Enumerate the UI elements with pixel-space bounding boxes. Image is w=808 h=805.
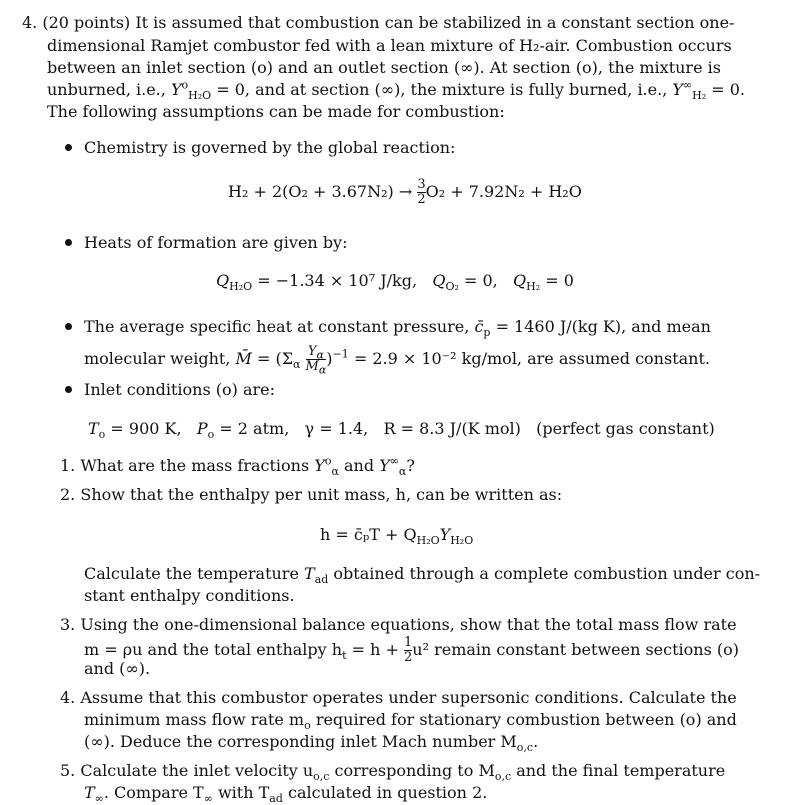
q3-text-1: Using the one-dimensional balance equations, show that the total mass flow rate [80,615,737,634]
q2-text: Show that the enthalpy per unit mass, h, can be written as: [80,485,563,504]
q4-text-1: Assume that this combustor operates under supersonic conditions. Calculate the [80,688,737,707]
intro-text-4c: = 0. [711,80,745,99]
q4-text-3: (∞). Deduce the corresponding inlet Mach number M [84,732,517,751]
intro-text-1: It is assumed that combustion can be stabilized in a constant section one- [135,13,735,32]
cp-text-1a: The average specific heat at constant pressure, [84,317,470,336]
chem-label: Chemistry is governed by the global reaction: [84,138,456,157]
cp-line-1: The average specific heat at constant pressure, $c̄_p = 1460$ J/(kg K), and mean [84,317,711,340]
q3-text-2c: u² remain constant between sections (o) [412,640,740,659]
question-2 [60,484,562,505]
bullet-dot [65,144,72,151]
q3-line-2: m = ρu and the total enthalpy $h_t = h$ + $\frac{1}{2}$ u² remain constant between sections (o) [84,635,740,665]
intro-text-4a: unburned, i.e., [47,80,166,99]
problem-number: 4. [22,13,38,32]
q5-number: 5. [60,761,76,780]
inlet-gamma: γ = 1.4, [304,419,369,438]
q5-text-2a: T [84,783,95,802]
question-4 [60,687,737,708]
q1-text-b: and [344,456,375,475]
intro-text-2: dimensional Ramjet combustor fed with a lean mixture of H₂-air. Combustion occurs [47,36,732,55]
heats-equation: $Q_{H_2O} = -1.34 \times 10^7$ J/kg, $Q_{O_2} = 0$, $Q_{H_2} = 0$ [216,271,574,294]
question-1: 1. What are the mass fractions $Y^o_\alpha$ and $Y^\infty_\alpha$? [60,454,415,479]
cp-line-2: molecular weight, M̄ = ($\Sigma_\alpha$ $\frac{Y_\alpha}{M_\alpha}$ )$^{-1}$ = 2.9 × 10⁻² kg/mol, are assumed constant. [84,344,710,377]
q4-number: 4. [60,688,76,707]
q5-text-2b: . Compare T [103,783,204,802]
cp-text-2a: molecular weight, [84,349,231,368]
reaction-fraction [417,178,425,207]
q2-calc-text-1: Calculate the temperature [84,564,299,583]
inlet-conditions-equation: $T_o = 900$ K, $P_o = 2$ atm, γ = 1.4, R = 8.3 J/(K mol) (perfect gas constant) [88,419,715,442]
reaction-rhs: O₂ + 7.92N₂ + H₂O [425,182,582,201]
heats-h2o-value: = −1.34 × 10⁷ J/kg, [257,271,418,290]
q1-text-c: ? [406,456,415,475]
q1-number: 1. [60,456,76,475]
intro-text-4b: = 0, and at section (∞), the mixture is fully burned, i.e., [216,80,668,99]
reaction-frac-den: 2 [417,192,426,207]
inlet-gas-constant: R = 8.3 J/(K mol) [383,419,521,438]
q5-text-1a: Calculate the inlet velocity u [80,761,314,780]
inlet-note: (perfect gas constant) [536,419,715,438]
bullet-dot [65,323,72,330]
intro-text-5: The following assumptions can be made for combustion: [47,102,505,121]
q1-text-a: What are the mass fractions [80,456,310,475]
heats-label: Heats of formation are given by: [84,233,348,252]
q4-line-2: minimum mass flow rate $m_o$ required for stationary combustion between (o) and [84,710,737,733]
bullet-dot [65,239,72,246]
cp-text-2b: = 2.9 × 10⁻² kg/mol, are assumed constant. [353,349,710,368]
inlet-temperature: = 900 K, [110,419,182,438]
q5-text-1c: and the final temperature [516,761,726,780]
q4-text-2b: required for stationary combustion between (o) and [315,710,737,729]
heats-h2-value: = 0 [545,271,574,290]
problem-intro-line-1 [22,12,734,33]
question-3 [60,614,737,635]
q5-text-2d: calculated in question 2. [288,783,488,802]
bullet-dot [65,386,72,393]
q2-equation: h = c̄ₚT + Q [320,525,417,544]
inlet-pressure: = 2 atm, [219,419,290,438]
question-5: 5. Calculate the inlet velocity $u_{o,c}$ corresponding to $M_{o,c}$ and the final temperature [60,761,726,784]
q2-calc-line-1: Calculate the temperature $T_{ad}$ obtained through a complete combustion under con- [84,564,761,587]
heats-o2-value: = 0, [463,271,498,290]
reaction-lhs: H₂ + 2(O₂ + 3.67N₂) → [228,182,413,201]
q4-text-2: minimum mass flow rate m [84,710,305,729]
q5-text-1b: corresponding to M [334,761,495,780]
intro-text-3: between an inlet section (o) and an outlet section (∞). At section (o), the mixture is [47,58,721,77]
q5-text-2c: with T [217,783,270,802]
q3-text-2a: m = ρu and the total enthalpy h [84,640,343,659]
inlet-label: Inlet conditions (o) are: [84,380,276,399]
reaction-frac-num: 3 [417,177,426,192]
problem-intro-line-4: unburned, i.e., $Y^o_{H_2O} = 0$, and at section (∞), the mixture is fully burned, i.e., $Y^\infty_{H_2} = 0$. [47,78,745,103]
q2-number: 2. [60,485,76,504]
q3-text-2b: = h + [351,640,399,659]
q3-text-3: and (∞). [84,659,151,678]
problem-points: (20 points) [42,13,131,32]
q2-calc-text-3: stant enthalpy conditions. [84,586,295,605]
global-reaction-equation [228,178,582,207]
q3-number: 3. [60,615,76,634]
enthalpy-equation: h = c̄ₚT + $Q_{H_2O}Y_{H_2O}$ [320,525,474,548]
cp-text-1b: = 1460 J/(kg K), and mean [495,317,711,336]
q2-calc-text-2: obtained through a complete combustion under con- [333,564,761,583]
q4-line-3: (∞). Deduce the corresponding inlet Mach number $M_{o,c}$. [84,732,539,755]
q5-line-2: $T_\infty$. Compare $T_\infty$ with $T_{ad}$ calculated in question 2. [84,783,488,805]
